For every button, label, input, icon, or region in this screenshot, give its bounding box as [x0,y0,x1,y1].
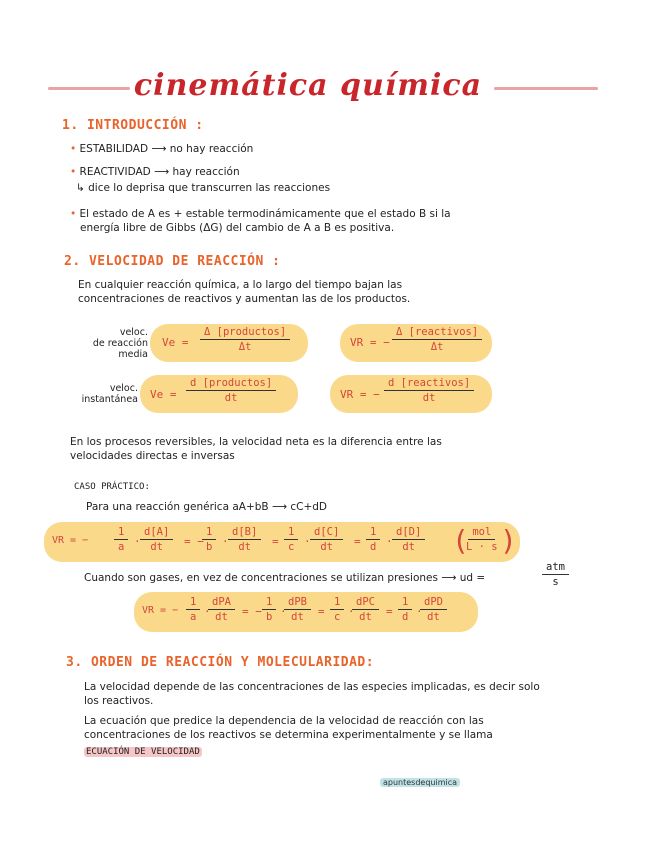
g-frac-1a-num: 1 [114,526,128,540]
g-eq-3: = [354,535,361,548]
g-frac-dB [228,526,261,553]
label-velocidad-instantanea [62,383,138,405]
f4-numerator: d [reactivos] [384,377,474,391]
ecuacion-velocidad-highlight [84,745,202,759]
p-frac-dPC [352,596,379,623]
g-units-den: L · s [466,541,498,553]
f3-fraction [186,377,276,404]
g-frac-dC-den: dt [320,541,333,553]
sec3-p1-line2: los reactivos. [84,695,154,707]
bullet-estabilidad: • ESTABILIDAD ⟶ no hay reacción [70,143,254,155]
sec3-p2-line2: concentraciones de los reactivos se determina experimentalmente y se llama [84,729,493,741]
p-dot-1: · [204,605,211,618]
g-frac-1d-den: d [370,541,377,553]
g-lhs: VR = − [52,535,89,546]
g-dot-2: · [222,535,229,548]
g-frac-1a-den: a [118,541,125,553]
p-frac-1a-den: a [190,611,197,623]
sec2-paragraph-line2: concentraciones de reactivos y aumentan las de los productos. [78,293,411,305]
g-frac-1b [202,526,216,553]
p-eq-3: = [386,605,393,618]
f4-denominator: dt [422,392,436,404]
p-frac-1d-den: d [402,611,409,623]
title-rule-left [48,87,130,90]
p-lhs: VR = − [142,605,179,616]
g-eq-2: = [272,535,279,548]
bullet-gibbs-line2: energía libre de Gibbs (ΔG) del cambio de A a B es positiva. [80,222,395,234]
p-frac-1c-num: 1 [330,596,344,610]
p-frac-dPB-den: dt [291,611,304,623]
bullet-reactividad-text: REACTIVIDAD ⟶ hay reacción [79,166,240,178]
gases-units-den: s [552,576,559,588]
g-frac-1c-num: 1 [284,526,298,540]
g-frac-dA-den: dt [150,541,163,553]
page-title: cinemática química [133,68,483,103]
title-rule-right [494,87,598,90]
p-dot-3: · [348,605,355,618]
bullet-reactividad: • REACTIVIDAD ⟶ hay reacción [70,166,240,178]
p-frac-dPD [420,596,447,623]
g-dot-3: · [304,535,311,548]
g-frac-dA-num: d[A] [140,526,173,540]
p-frac-1b-num: 1 [262,596,276,610]
f2-fraction [392,326,482,353]
g-units-num: mol [468,526,495,540]
f3-lhs: Ve = [150,388,177,401]
gases-units [542,561,569,588]
f1-fraction [200,326,290,353]
g-frac-1c [284,526,298,553]
f1-denominator: Δt [238,341,252,353]
p-frac-dPB [284,596,311,623]
g-frac-dA [140,526,173,553]
sec3-p1-line1: La velocidad depende de las concentraciones de las especies implicadas, es decir solo [84,681,540,693]
p-frac-dPD-den: dt [427,611,440,623]
f4-lhs: VR = − [340,388,380,401]
p-frac-dPA-den: dt [215,611,228,623]
g-frac-1d [366,526,380,553]
g-frac-1c-den: c [288,541,295,553]
section-2-heading: 2. VELOCIDAD DE REACCIÓN : [64,254,281,269]
g-frac-dB-num: d[B] [228,526,261,540]
p-frac-1c [330,596,344,623]
g-frac-dC-num: d[C] [310,526,343,540]
p-eq-1: = − [242,605,262,618]
reactividad-subnote: ↳ dice lo deprisa que transcurren las reacciones [76,182,331,194]
f3-denominator: dt [224,392,238,404]
caso-practico-text: Para una reacción genérica aA+bB ⟶ cC+dD [86,501,328,513]
p-frac-1d-num: 1 [398,596,412,610]
p-frac-1c-den: c [334,611,341,623]
f1-lhs: Ve = [162,336,189,349]
g-frac-1a [114,526,128,553]
bullet-gibbs-text: El estado de A es + estable termodinámicamente que el estado B si la [79,208,451,220]
p-frac-dPC-den: dt [359,611,372,623]
g-frac-dD-den: dt [402,541,415,553]
g-frac-dB-den: dt [238,541,251,553]
g-frac-dC [310,526,343,553]
p-dot-4: · [416,605,423,618]
caso-practico-label: CASO PRÁCTICO: [74,482,150,492]
p-frac-dPB-num: dPB [284,596,311,610]
gases-units-num: atm [542,561,569,575]
reversibles-line1: En los procesos reversibles, la velocidad neta es la diferencia entre las [70,436,442,448]
section-1-heading: 1. INTRODUCCIÓN : [62,118,204,133]
g-dot-1: · [134,535,141,548]
ecuacion-velocidad-text: ECUACIÓN DE VELOCIDAD [86,747,200,757]
f4-fraction [384,377,474,404]
reversibles-line2: velocidades directas e inversas [70,450,235,462]
g-units-paren-close: ) [500,524,517,557]
sec3-p2-line1: La ecuación que predice la dependencia de la velocidad de reacción con las [84,715,484,727]
p-frac-dPA [208,596,235,623]
g-units [466,526,498,553]
p-frac-dPC-num: dPC [352,596,379,610]
p-frac-1b [262,596,276,623]
f2-denominator: Δt [430,341,444,353]
f3-numerator: d [productos] [186,377,276,391]
p-eq-2: = [318,605,325,618]
p-frac-dPD-num: dPD [420,596,447,610]
label-media-2: de reacción [92,338,148,349]
g-eq-1: = − [184,535,204,548]
p-frac-1a-num: 1 [186,596,200,610]
f2-numerator: Δ [reactivos] [392,326,482,340]
g-frac-dD [392,526,425,553]
bullet-estabilidad-text: ESTABILIDAD ⟶ no hay reacción [79,143,254,155]
label-inst-1: veloc. [109,383,138,394]
label-media-1: veloc. [119,327,148,338]
label-velocidad-media [72,327,148,360]
p-frac-1b-den: b [266,611,273,623]
p-dot-2: · [280,605,287,618]
sec2-paragraph-line1: En cualquier reacción química, a lo largo del tiempo bajan las [78,279,403,291]
f1-numerator: Δ [productos] [200,326,290,340]
footer-watermark: apuntesdequimica [380,778,460,787]
section-3-heading: 3. ORDEN DE REACCIÓN Y MOLECULARIDAD: [66,655,375,670]
g-frac-1d-num: 1 [366,526,380,540]
p-frac-dPA-num: dPA [208,596,235,610]
g-units-paren-open: ( [452,524,469,557]
gases-text: Cuando son gases, en vez de concentraciones se utilizan presiones ⟶ ud = [84,572,486,584]
p-frac-1d [398,596,412,623]
g-frac-1b-den: b [206,541,213,553]
g-frac-dD-num: d[D] [392,526,425,540]
p-frac-1a [186,596,200,623]
label-inst-2: instantánea [81,394,138,405]
bullet-gibbs-line1: • El estado de A es + estable termodinámicamente que el estado B si la [70,208,451,220]
g-frac-1b-num: 1 [202,526,216,540]
label-media-3: media [118,349,148,360]
g-dot-4: · [386,535,393,548]
f2-lhs: VR = − [350,336,390,349]
